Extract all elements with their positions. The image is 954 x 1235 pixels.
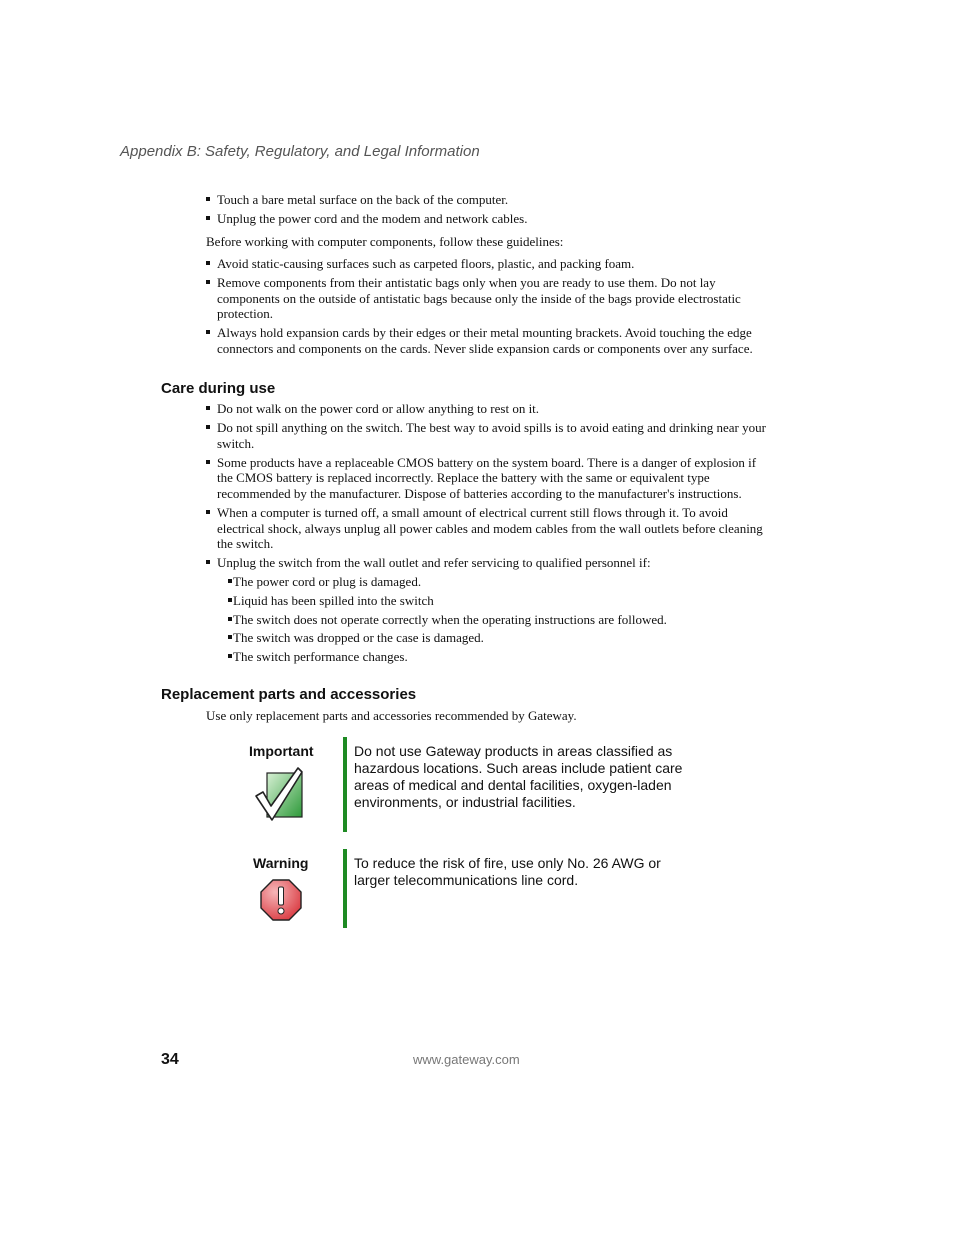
list-item: Some products have a replaceable CMOS battery on the system board. There is a danger of explosion if the CMOS battery is replaced incorrectly. Replace the battery with the same or equivalent type recommended by the manufacturer. Dispose of batteries according to the manufacturer's instructions. xyxy=(0,455,773,502)
sub-list-item: The switch was dropped or the case is damaged. xyxy=(0,630,954,646)
checkmark-icon xyxy=(254,766,308,824)
list-item: Always hold expansion cards by their edges or their metal mounting brackets. Avoid touching the edge connectors and components on the cards. Never slide expansion cards or components over any surface. xyxy=(0,325,773,356)
running-header: Appendix B: Safety, Regulatory, and Legal Information xyxy=(120,143,480,160)
list-item: Unplug the power cord and the modem and network cables. xyxy=(0,211,773,227)
care-bullet-list xyxy=(0,401,954,667)
list-item: Do not spill anything on the switch. The best way to avoid spills is to avoid eating and drinking near your switch. xyxy=(0,420,773,451)
footer-url: www.gateway.com xyxy=(413,1052,520,1067)
list-item: Remove components from their antistatic bags only when you are ready to use them. Do not lay components on the outside of antistatic bags because only the inside of the bags provide electrostatic protection. xyxy=(0,275,773,322)
important-text: Do not use Gateway products in areas classified as hazardous locations. Such areas include patient care areas of medical and dental facilities, oxygen-laden environments, or industrial facilities. xyxy=(354,743,683,810)
list-item: Avoid static-causing surfaces such as carpeted floors, plastic, and packing foam. xyxy=(0,256,773,272)
replacement-text: Use only replacement parts and accessories recommended by Gateway. xyxy=(206,708,577,723)
important-accent-bar xyxy=(343,737,347,832)
sub-list-item: The power cord or plug is damaged. xyxy=(0,574,954,590)
list-item: Touch a bare metal surface on the back of the computer. xyxy=(0,192,773,208)
list-item: Unplug the switch from the wall outlet and refer servicing to qualified personnel if: xyxy=(0,555,773,571)
important-label: Important xyxy=(249,743,314,759)
sub-list-item: The switch does not operate correctly when the operating instructions are followed. xyxy=(0,612,954,628)
list-item: When a computer is turned off, a small amount of electrical current still flows through it. To avoid electrical shock, always unplug all power cables and modem cables from the wall outlets before cleaning the switch. xyxy=(0,505,773,552)
care-sub-bullet-list xyxy=(0,574,954,664)
sub-list-item: The switch performance changes. xyxy=(0,649,954,665)
replacement-heading: Replacement parts and accessories xyxy=(161,686,417,703)
guideline-bullet-list xyxy=(0,256,954,360)
warning-accent-bar xyxy=(343,849,347,928)
warning-label: Warning xyxy=(253,855,309,871)
guidelines-intro: Before working with computer components, follow these guidelines: xyxy=(206,234,564,249)
page-number: 34 xyxy=(161,1051,179,1068)
intro-bullet-list xyxy=(0,192,954,230)
stop-warning-icon xyxy=(260,879,302,921)
list-item: Do not walk on the power cord or allow anything to rest on it. xyxy=(0,401,773,417)
care-heading: Care during use xyxy=(161,380,276,397)
warning-text: To reduce the risk of fire, use only No. 26 AWG or larger telecommunications line cord. xyxy=(354,855,661,888)
sub-list-item: Liquid has been spilled into the switch xyxy=(0,593,954,609)
